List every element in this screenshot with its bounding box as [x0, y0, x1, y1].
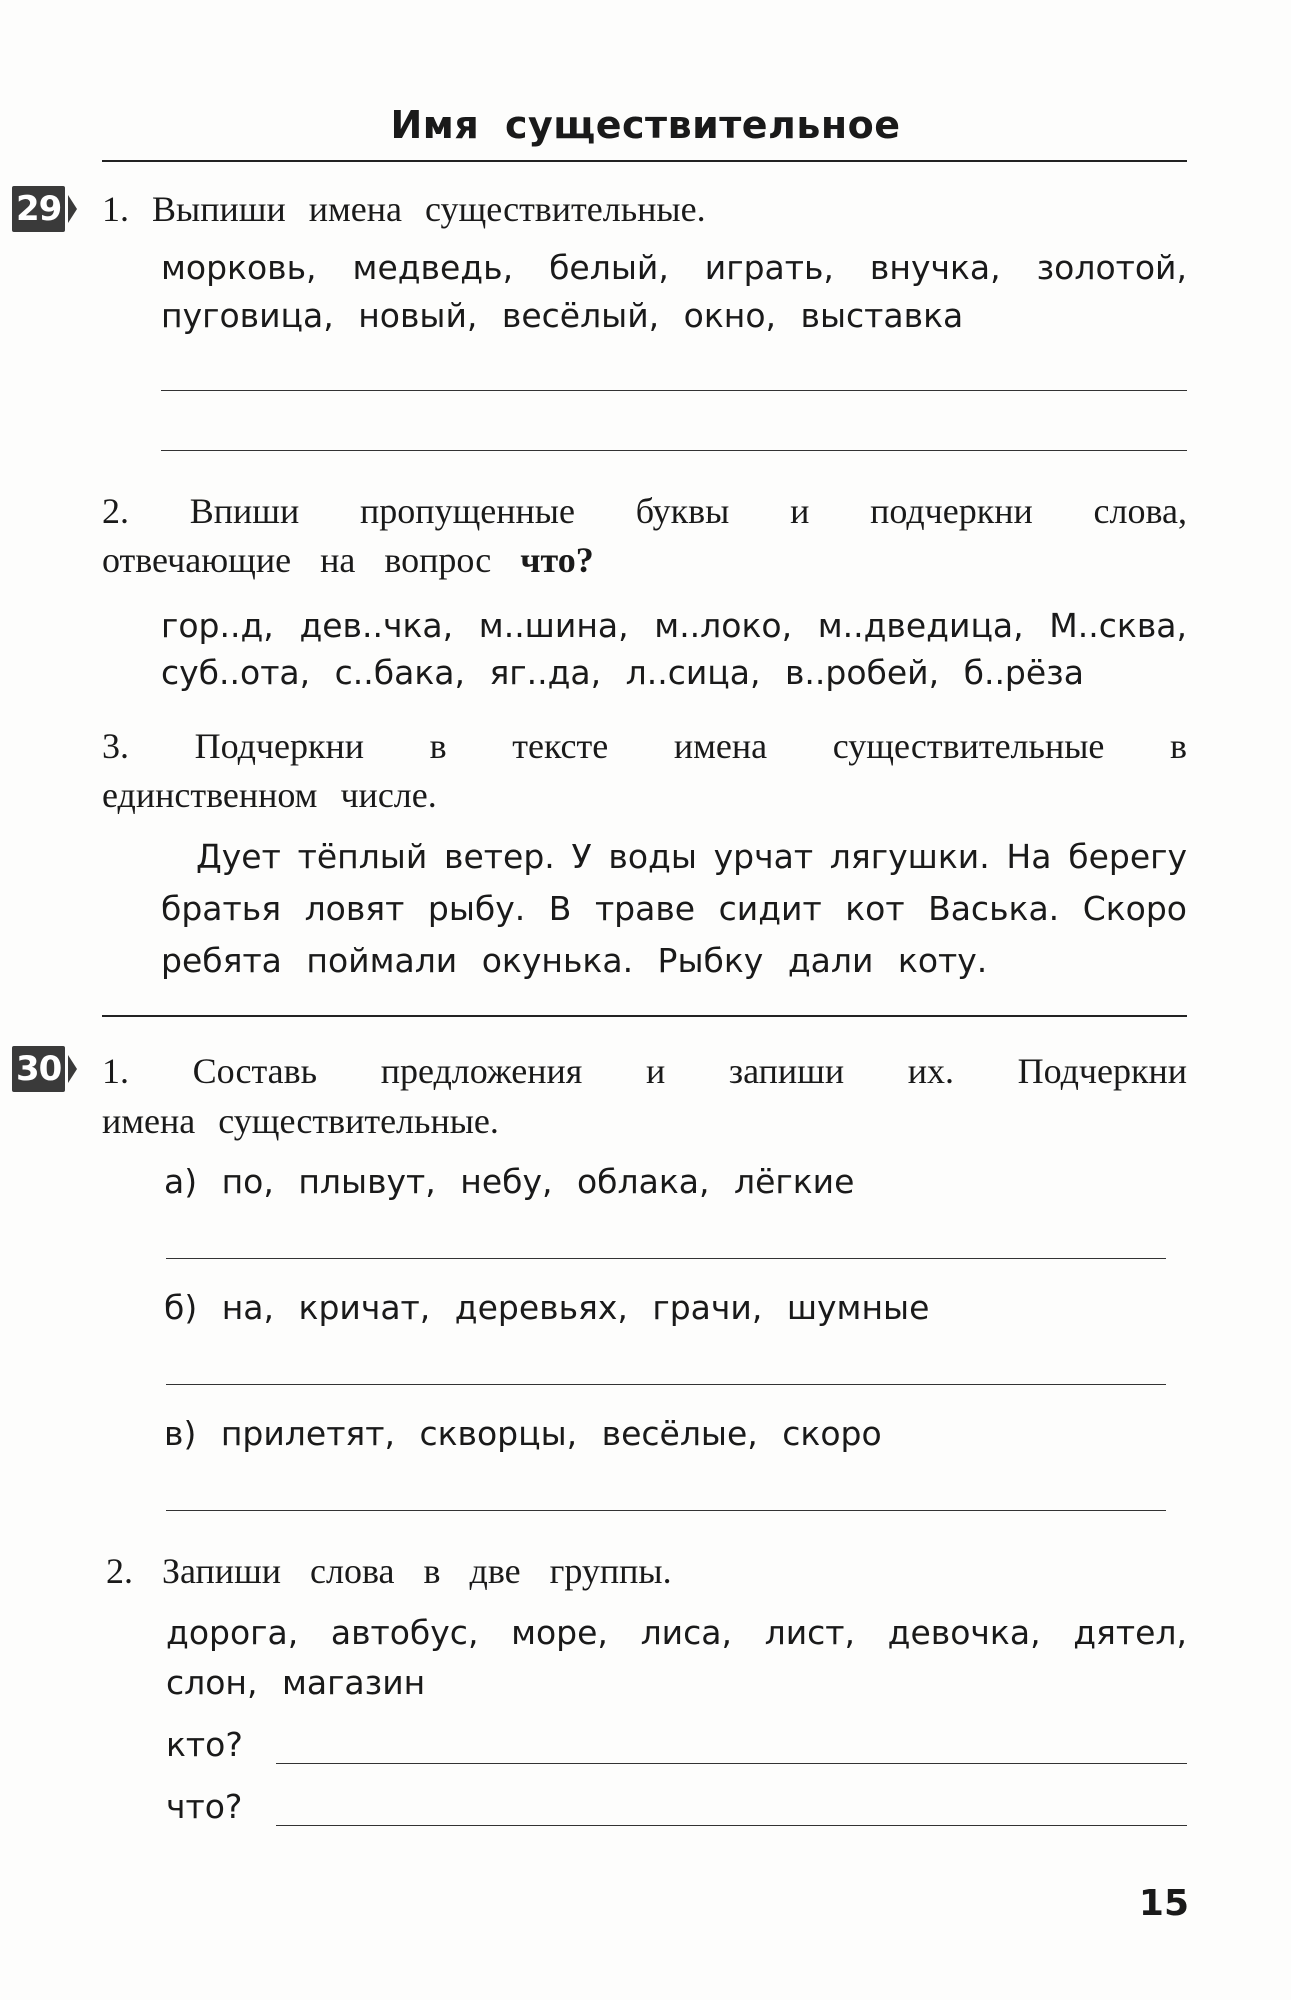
ex30-task2-words-line1: дорога, автобус, море, лиса, лист, девочка, дятел, — [166, 1613, 1187, 1652]
group-what-label: что? — [166, 1787, 243, 1826]
exercise-number: 30 — [12, 1046, 65, 1092]
ex29-task3-text-line2: братья ловят рыбу. В траве сидит кот Васька. Скоро — [161, 889, 1187, 928]
chevron-right-icon — [68, 195, 77, 223]
exercise-number: 29 — [12, 186, 65, 232]
item-words: по, плывут, небу, облака, лёгкие — [221, 1162, 855, 1201]
ex30-task2-instruction: 2. Запиши слова в две группы. — [106, 1551, 672, 1591]
group-who-label: кто? — [166, 1725, 243, 1764]
group-what-line[interactable] — [276, 1825, 1187, 1826]
answer-line[interactable] — [161, 450, 1187, 451]
ex29-task3-text-line3: ребята поймали окунька. Рыбку дали коту. — [161, 941, 988, 980]
ex29-task1-instruction: 1. Выпиши имена существительные. — [102, 189, 706, 229]
ex30-item-b — [164, 1283, 929, 1333]
chevron-right-icon — [68, 1055, 77, 1083]
ex30-item-c — [164, 1409, 882, 1459]
item-label: б) — [164, 1288, 198, 1327]
ex29-task3-instruction-line1: 3. Подчеркни в тексте имена существительные в — [102, 726, 1187, 766]
item-words: прилетят, скворцы, весёлые, скоро — [220, 1414, 882, 1453]
exercise-30-badge — [12, 1046, 77, 1092]
item-label: в) — [164, 1414, 197, 1453]
ex29-task1-words-line2: пуговица, новый, весёлый, окно, выставка — [161, 296, 964, 335]
item-label: а) — [164, 1162, 198, 1201]
question-word: что? — [520, 540, 594, 580]
ex30-task1-instruction-line1: 1. Составь предложения и запиши их. Подчеркни — [102, 1051, 1187, 1091]
answer-line[interactable] — [166, 1258, 1166, 1259]
item-words: на, кричат, деревьях, грачи, шумные — [221, 1288, 930, 1327]
ex29-task2-words-line2: суб..ота, с..бака, яг..да, л..сица, в..робей, б..рёза — [161, 653, 1084, 692]
ex30-task2-words-line2: слон, магазин — [166, 1663, 426, 1702]
ex29-task2-words-line1: гор..д, дев..чка, м..шина, м..локо, м..дведица, М..сква, — [161, 606, 1187, 645]
instruction-text: отвечающие на вопрос — [102, 540, 521, 580]
exercise-29-badge — [12, 186, 77, 232]
ex30-item-a — [164, 1157, 854, 1207]
page-number: 15 — [1138, 1883, 1189, 1924]
group-who-line[interactable] — [276, 1763, 1187, 1764]
ex29-task2-instruction-line2 — [102, 535, 594, 585]
ex29-task2-instruction-line1: 2. Впиши пропущенные буквы и подчеркни слова, — [102, 491, 1187, 531]
ex29-task3-text-line1: Дует тёплый ветер. У воды урчат лягушки. На берегу — [196, 837, 1187, 876]
answer-line[interactable] — [166, 1384, 1166, 1385]
ex29-task3-instruction-line2: единственном числе. — [102, 775, 437, 815]
title-rule — [102, 160, 1187, 162]
answer-line[interactable] — [161, 390, 1187, 391]
page-title: Имя существительное — [390, 103, 901, 147]
answer-line[interactable] — [166, 1510, 1166, 1511]
ex30-task1-instruction-line2: имена существительные. — [102, 1101, 499, 1141]
section-divider — [102, 1015, 1187, 1017]
ex29-task1-words-line1: морковь, медведь, белый, играть, внучка, золотой, — [161, 248, 1187, 287]
